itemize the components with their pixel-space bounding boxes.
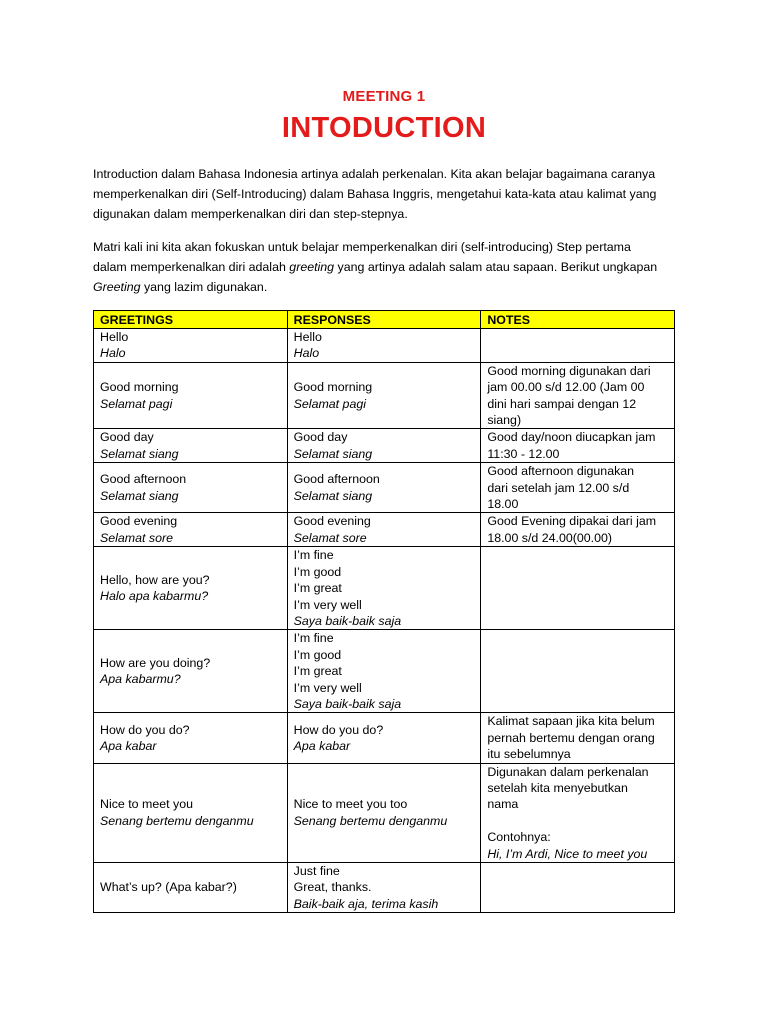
greeting-translation: Selamat siang bbox=[100, 488, 179, 503]
response-text: Nice to meet you too bbox=[293, 797, 408, 812]
greeting-cell bbox=[94, 763, 288, 862]
response-text: I’m great bbox=[293, 581, 342, 596]
greeting-translation: Apa kabarmu? bbox=[100, 672, 181, 687]
response-translation: Saya baik-baik saja bbox=[293, 613, 402, 628]
response-translation: Halo bbox=[293, 346, 320, 361]
response-text: How do you do? bbox=[293, 722, 384, 737]
table-row bbox=[94, 429, 675, 463]
paragraph-emphasis: Greeting bbox=[93, 280, 141, 294]
paragraph-line: digunakan dalam memperkenalkan diri dan step-stepnya. bbox=[93, 207, 408, 221]
response-text: Great, thanks. bbox=[293, 880, 372, 895]
response-translation: Apa kabar bbox=[293, 738, 351, 753]
greeting-text: Good evening bbox=[100, 514, 178, 529]
response-translation: Saya baik-baik saja bbox=[293, 696, 402, 711]
note-text: 18.00 bbox=[487, 497, 519, 512]
paragraph-emphasis: greeting bbox=[289, 260, 335, 274]
response-cell bbox=[287, 713, 481, 763]
notes-cell bbox=[481, 763, 675, 862]
response-cell bbox=[287, 329, 481, 363]
notes-cell bbox=[481, 429, 675, 463]
intro-paragraph-1 bbox=[93, 164, 675, 224]
page-title: INTODUCTION bbox=[281, 112, 487, 144]
response-cell bbox=[287, 863, 481, 913]
greeting-translation: Halo apa kabarmu? bbox=[100, 589, 209, 604]
table-row bbox=[94, 513, 675, 547]
response-translation: Selamat sore bbox=[293, 530, 367, 545]
table-row bbox=[94, 763, 675, 862]
response-translation: Baik-baik aja, terima kasih bbox=[293, 896, 439, 911]
paragraph-line: Introduction dalam Bahasa Indonesia artinya adalah perkenalan. Kita akan belajar bagaimana caranya bbox=[93, 167, 656, 181]
table-row bbox=[94, 463, 675, 513]
response-cell bbox=[287, 513, 481, 547]
notes-cell bbox=[481, 713, 675, 763]
table-row bbox=[94, 863, 675, 913]
greeting-cell bbox=[94, 713, 288, 763]
note-text: pernah bertemu dengan orang bbox=[487, 730, 655, 745]
notes-cell bbox=[481, 513, 675, 547]
greeting-text: Hello, how are you? bbox=[100, 572, 210, 587]
note-text: 11:30 - 12.00 bbox=[487, 446, 560, 461]
note-text: nama bbox=[487, 797, 519, 812]
note-text: itu sebelumnya bbox=[487, 747, 571, 762]
response-text: I’m fine bbox=[293, 631, 334, 646]
response-translation: Senang bertemu denganmu bbox=[293, 813, 448, 828]
paragraph-text: yang lazim digunakan. bbox=[140, 280, 268, 294]
greeting-cell bbox=[94, 329, 288, 363]
greeting-text: Nice to meet you bbox=[100, 797, 193, 812]
note-text: Contohnya: bbox=[487, 830, 551, 845]
table-row bbox=[94, 362, 675, 429]
notes-cell bbox=[481, 547, 675, 630]
header-notes: NOTES bbox=[481, 311, 675, 329]
greeting-translation: Selamat pagi bbox=[100, 396, 173, 411]
response-cell bbox=[287, 362, 481, 429]
response-text: I’m very well bbox=[293, 597, 362, 612]
table-row bbox=[94, 630, 675, 713]
greeting-cell bbox=[94, 429, 288, 463]
note-text: dini hari sampai dengan 12 bbox=[487, 396, 637, 411]
greeting-translation: Halo bbox=[100, 346, 126, 361]
table-body bbox=[94, 329, 675, 913]
greeting-text: Good afternoon bbox=[100, 472, 187, 487]
note-text: dari setelah jam 12.00 s/d bbox=[487, 480, 630, 495]
paragraph-text: dalam memperkenalkan diri adalah bbox=[93, 260, 290, 274]
table-row bbox=[94, 329, 675, 363]
response-cell bbox=[287, 630, 481, 713]
notes-cell bbox=[481, 630, 675, 713]
greeting-cell bbox=[94, 513, 288, 547]
notes-cell bbox=[481, 463, 675, 513]
paragraph-line: memperkenalkan diri (Self-Introducing) dalam Bahasa Inggris, mengetahui kata-kata atau kalimat yang bbox=[93, 187, 657, 201]
header-greetings: GREETINGS bbox=[94, 311, 288, 329]
greeting-translation: Senang bertemu denganmu bbox=[100, 813, 254, 828]
response-text: Hello bbox=[293, 330, 322, 344]
note-text: Good afternoon digunakan bbox=[487, 464, 635, 479]
response-translation: Selamat siang bbox=[293, 488, 373, 503]
response-cell bbox=[287, 463, 481, 513]
greeting-cell bbox=[94, 362, 288, 429]
response-text: I’m great bbox=[293, 664, 342, 679]
table-row bbox=[94, 547, 675, 630]
header-responses: RESPONSES bbox=[287, 311, 481, 329]
notes-cell bbox=[481, 329, 675, 363]
response-text: Good day bbox=[293, 430, 348, 445]
note-text: Good morning digunakan dari bbox=[487, 363, 651, 378]
response-text: I’m good bbox=[293, 647, 342, 662]
greeting-text: How do you do? bbox=[100, 722, 190, 737]
response-text: I’m very well bbox=[293, 680, 362, 695]
response-text: Just fine bbox=[293, 864, 340, 878]
response-cell bbox=[287, 547, 481, 630]
response-text: Good afternoon bbox=[293, 472, 380, 487]
greeting-translation: Apa kabar bbox=[100, 738, 157, 753]
paragraph-line bbox=[93, 277, 675, 297]
response-cell bbox=[287, 429, 481, 463]
note-text: Good Evening dipakai dari jam bbox=[487, 514, 657, 529]
greeting-text: Good day bbox=[100, 430, 154, 445]
greetings-table bbox=[93, 310, 675, 913]
intro-paragraph-2 bbox=[93, 237, 675, 297]
greeting-cell bbox=[94, 547, 288, 630]
response-text: I’m good bbox=[293, 564, 342, 579]
greeting-text: Good morning bbox=[100, 380, 179, 395]
note-text: Good day/noon diucapkan jam bbox=[487, 430, 656, 445]
paragraph-text: yang artinya adalah salam atau sapaan. Berikut ungkapan bbox=[334, 260, 658, 274]
response-translation: Selamat siang bbox=[293, 446, 373, 461]
greeting-cell bbox=[94, 863, 288, 913]
notes-cell bbox=[481, 863, 675, 913]
note-text: 18.00 s/d 24.00(00.00) bbox=[487, 530, 613, 545]
response-translation: Selamat pagi bbox=[293, 396, 366, 411]
greeting-text: How are you doing? bbox=[100, 655, 211, 670]
greeting-translation: Selamat sore bbox=[100, 530, 174, 545]
note-text: siang) bbox=[487, 413, 522, 428]
note-text: Kalimat sapaan jika kita belum bbox=[487, 714, 655, 729]
note-text: setelah kita menyebutkan bbox=[487, 780, 628, 795]
note-text: Digunakan dalam perkenalan bbox=[487, 764, 649, 779]
table-header-row bbox=[94, 311, 675, 329]
paragraph-line bbox=[93, 257, 675, 277]
note-text bbox=[487, 813, 668, 829]
greeting-cell bbox=[94, 630, 288, 713]
note-text: jam 00.00 s/d 12.00 (Jam 00 bbox=[487, 380, 645, 395]
greeting-text: What’s up? (Apa kabar?) bbox=[100, 880, 237, 895]
note-example: Hi, I’m Ardi, Nice to meet you bbox=[487, 846, 648, 861]
response-text: I’m fine bbox=[293, 548, 334, 563]
response-text: Good evening bbox=[293, 514, 371, 529]
response-cell bbox=[287, 763, 481, 862]
response-text: Good morning bbox=[293, 380, 373, 395]
greeting-translation: Selamat siang bbox=[100, 446, 179, 461]
paragraph-line: Matri kali ini kita akan fokuskan untuk belajar memperkenalkan diri (self-introducing) Step pertama bbox=[93, 240, 631, 254]
greeting-text: Hello bbox=[100, 330, 129, 344]
notes-cell bbox=[481, 362, 675, 429]
greeting-cell bbox=[94, 463, 288, 513]
table-row bbox=[94, 713, 675, 763]
meeting-label: MEETING 1 bbox=[342, 88, 426, 105]
